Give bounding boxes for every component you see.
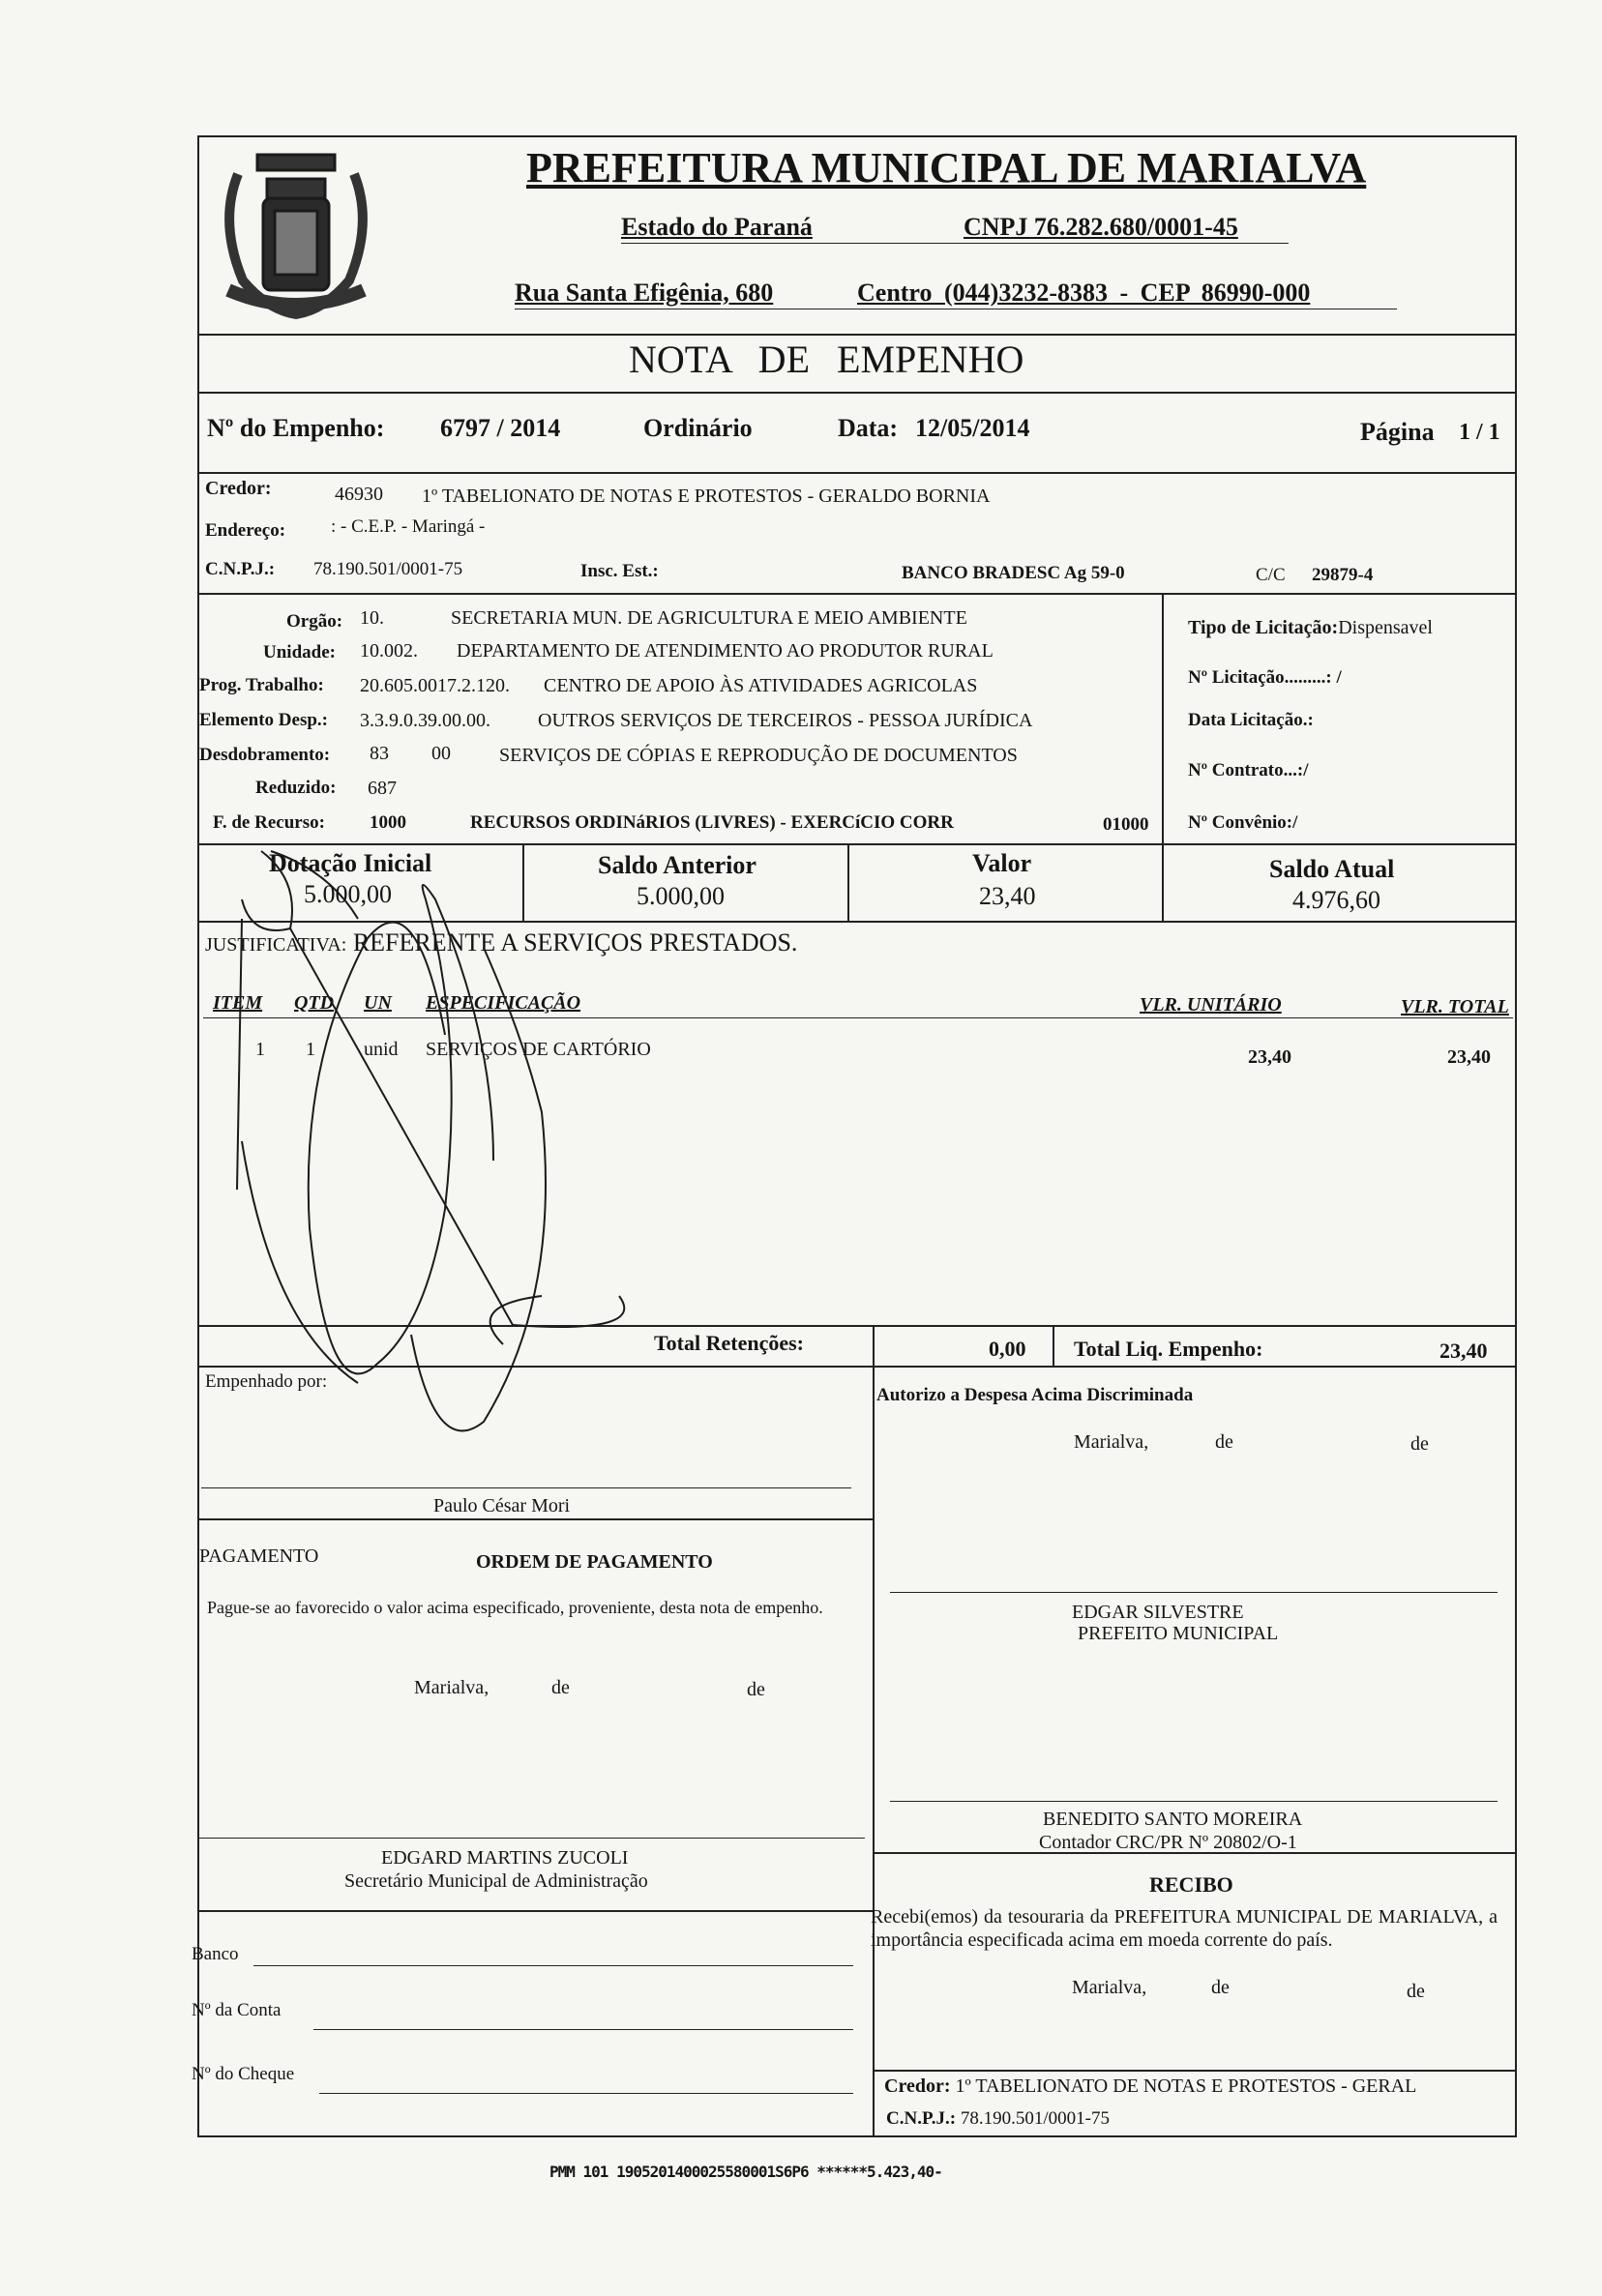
autorizo-de1: de xyxy=(1215,1431,1233,1453)
col-un: UN xyxy=(364,992,392,1014)
cheque-label: Nº do Cheque xyxy=(192,2064,295,2084)
page-label: Página xyxy=(1360,418,1435,446)
prefeito-cargo: PREFEITO MUNICIPAL xyxy=(1078,1623,1279,1644)
credor-code: 46930 xyxy=(335,484,383,505)
address-label: Rua Santa Efigênia, 680 xyxy=(515,279,774,307)
orgao-code: 10. xyxy=(360,607,384,629)
saldo-anterior-value: 5.000,00 xyxy=(637,882,725,910)
unidade-code: 10.002. xyxy=(360,640,418,662)
recibo-cnpj: C.N.P.J.: 78.190.501/0001-75 xyxy=(886,2108,1110,2129)
desdob-code2: 00 xyxy=(431,743,451,764)
elemento-name: OUTROS SERVIÇOS DE TERCEIROS - PESSOA JURÍDICA xyxy=(538,710,1033,731)
pagamento-de2: de xyxy=(747,1679,765,1700)
pagamento-local: Marialva, xyxy=(414,1677,490,1698)
retencoes-label: Total Retenções: xyxy=(654,1331,804,1355)
pague-se-text: Pague-se ao favorecido o valor acima especificado, proveniente, desta nota de empenho. xyxy=(207,1598,823,1617)
liq-label: Total Liq. Empenho: xyxy=(1074,1337,1263,1361)
recibo-text: Recebi(emos) da tesouraria da PREFEITURA MUNICIPAL DE MARIALVA, a importância especificada acima em moeda corrente do país. xyxy=(871,1906,1498,1951)
unidade-name: DEPARTAMENTO DE ATENDIMENTO AO PRODUTOR RURAL xyxy=(457,640,994,662)
item-vlr-unit: 23,40 xyxy=(1248,1046,1291,1068)
recibo-de1: de xyxy=(1211,1977,1230,1998)
saldo-atual-label: Saldo Atual xyxy=(1269,855,1395,883)
recibo-label: RECIBO xyxy=(1149,1872,1233,1897)
empenho-type: Ordinário xyxy=(643,414,753,442)
empenho-date-label: Data: xyxy=(838,414,899,442)
prefeitura-title: PREFEITURA MUNICIPAL DE MARIALVA xyxy=(526,144,1367,191)
contador-nome: BENEDITO SANTO MOREIRA xyxy=(1043,1809,1303,1830)
item-vlr-total: 23,40 xyxy=(1447,1046,1491,1068)
insc-est-label: Insc. Est.: xyxy=(580,561,659,581)
reduzido-value: 687 xyxy=(368,778,397,799)
col-espec: ESPECIFICAÇÃO xyxy=(426,992,581,1014)
dotacao-label: Dotação Inicial xyxy=(269,849,432,877)
tipo-licitacao: Tipo de Licitação:Dispensavel xyxy=(1188,617,1433,638)
empenhado-nome: Paulo César Mori xyxy=(433,1495,571,1516)
elemento-label: Elemento Desp.: xyxy=(199,710,328,730)
empenho-date: 12/05/2014 xyxy=(915,414,1030,442)
prog-code: 20.605.0017.2.120. xyxy=(360,675,510,696)
prefeito-nome: EDGAR SILVESTRE xyxy=(1072,1602,1244,1623)
data-licitacao: Data Licitação.: xyxy=(1188,710,1314,730)
cnpj-credor-label: C.N.P.J.: xyxy=(205,559,276,579)
cnpj-credor-value: 78.190.501/0001-75 xyxy=(313,559,463,579)
valor-value: 23,40 xyxy=(979,882,1036,910)
reduzido-label: Reduzido: xyxy=(255,778,337,798)
ordem-pagamento-label: ORDEM DE PAGAMENTO xyxy=(476,1551,713,1573)
autorizo-label: Autorizo a Despesa Acima Discriminada xyxy=(876,1385,1194,1405)
col-qtd: QTD xyxy=(294,992,335,1014)
saldo-anterior-label: Saldo Anterior xyxy=(598,851,756,879)
orgao-label: Orgão: xyxy=(286,611,343,632)
credor-name: 1º TABELIONATO DE NOTAS E PROTESTOS - GERALDO BORNIA xyxy=(422,486,991,507)
banco-label: Banco xyxy=(192,1944,239,1964)
conta-label: Nº da Conta xyxy=(192,2000,282,2020)
secretario-nome: EDGARD MARTINS ZUCOLI xyxy=(381,1847,629,1869)
prog-label: Prog. Trabalho: xyxy=(199,675,324,695)
endereco-value: : - C.E.P. - Maringá - xyxy=(331,516,486,537)
banco-value: BANCO BRADESC Ag 59-0 xyxy=(902,563,1125,583)
cnpj-label: CNPJ 76.282.680/0001-45 xyxy=(964,213,1238,241)
secretario-cargo: Secretário Municipal de Administração xyxy=(344,1870,648,1892)
pagamento-label: PAGAMENTO xyxy=(199,1545,319,1567)
unidade-label: Unidade: xyxy=(263,642,336,662)
desdob-name: SERVIÇOS DE CÓPIAS E REPRODUÇÃO DE DOCUMENTOS xyxy=(499,745,1018,766)
recurso-name: RECURSOS ORDINáRIOS (LIVRES) - EXERCíCIO CORR xyxy=(470,812,954,833)
dotacao-value: 5.000,00 xyxy=(304,880,392,908)
credor-label: Credor: xyxy=(205,478,272,499)
handwritten-signature xyxy=(193,841,813,1460)
justificativa: JUSTIFICATIVA: REFERENTE A SERVIÇOS PRESTADOS. xyxy=(205,928,798,957)
desdob-label: Desdobramento: xyxy=(199,745,331,765)
numero-licitacao: Nº Licitação.........: / xyxy=(1188,667,1342,688)
recibo-credor: Credor: 1º TABELIONATO DE NOTAS E PROTESTOS - GERAL xyxy=(884,2075,1417,2097)
col-vlr-unit: VLR. UNITÁRIO xyxy=(1140,994,1282,1016)
liq-value: 23,40 xyxy=(1439,1339,1488,1363)
elemento-code: 3.3.9.0.39.00.00. xyxy=(360,710,490,731)
empenho-number: 6797 / 2014 xyxy=(440,414,561,442)
empenho-number-label: Nº do Empenho: xyxy=(207,414,385,442)
cc-label: C/C xyxy=(1256,565,1286,585)
autorizo-de2: de xyxy=(1410,1433,1429,1455)
recibo-de2: de xyxy=(1407,1981,1425,2002)
contact-label: Centro (044)3232-8383 - CEP 86990-000 xyxy=(857,279,1311,307)
endereco-label: Endereço: xyxy=(205,520,286,541)
item-qtd: 1 xyxy=(306,1039,315,1060)
item-number: 1 xyxy=(255,1039,265,1060)
col-vlr-total: VLR. TOTAL xyxy=(1401,996,1509,1017)
recibo-local: Marialva, xyxy=(1072,1977,1147,1998)
desdob-code1: 83 xyxy=(370,743,389,764)
numero-convenio: Nº Convênio:/ xyxy=(1188,812,1298,833)
prog-name: CENTRO DE APOIO ÀS ATIVIDADES AGRICOLAS xyxy=(544,675,978,696)
orgao-name: SECRETARIA MUN. DE AGRICULTURA E MEIO AMBIENTE xyxy=(451,607,967,629)
doc-title: NOTA DE EMPENHO xyxy=(629,338,1024,381)
col-item: ITEM xyxy=(213,992,263,1014)
contador-cargo: Contador CRC/PR Nº 20802/O-1 xyxy=(1039,1832,1297,1853)
item-espec: SERVIÇOS DE CARTÓRIO xyxy=(426,1039,651,1060)
pagamento-de1: de xyxy=(551,1677,570,1698)
recurso-label: F. de Recurso: xyxy=(213,812,325,833)
autorizo-local: Marialva, xyxy=(1074,1431,1149,1453)
empenhado-label: Empenhado por: xyxy=(205,1371,328,1392)
valor-label: Valor xyxy=(972,849,1032,877)
recurso-code2: 01000 xyxy=(1103,814,1149,835)
footer-barcode-text: PMM 101 1905201400025580001S6P6 ******5.423,40- xyxy=(549,2163,942,2181)
saldo-atual-value: 4.976,60 xyxy=(1292,886,1380,914)
recurso-code: 1000 xyxy=(370,812,406,833)
estado-label: Estado do Paraná xyxy=(621,213,813,241)
item-un: unid xyxy=(364,1039,399,1060)
numero-contrato: Nº Contrato...:/ xyxy=(1188,760,1309,780)
cc-value: 29879-4 xyxy=(1312,565,1374,585)
retencoes-value: 0,00 xyxy=(989,1337,1026,1361)
page-number: 1 / 1 xyxy=(1459,420,1500,445)
